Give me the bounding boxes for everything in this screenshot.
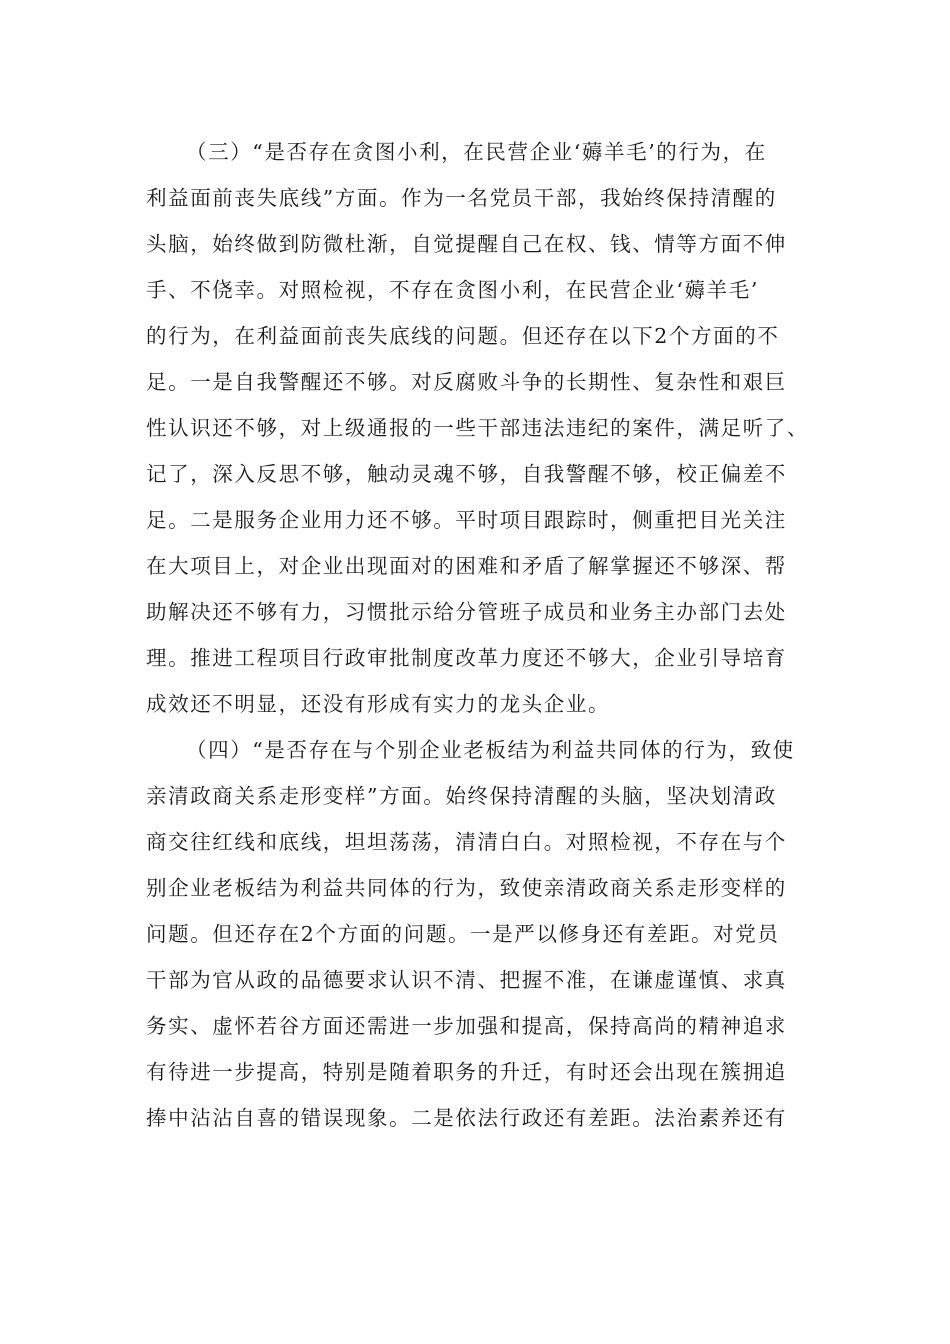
paragraph-4-line-5: 问题。但还存在2个方面的问题。一是严以修身还有差距。对党员 xyxy=(146,922,780,946)
paragraph-3-line-13: 成效还不明显，还没有形成有实力的龙头企业。 xyxy=(146,692,611,716)
paragraph-4-line-7: 务实、虚怀若谷方面还需进一步加强和提高，保持高尚的精神追求 xyxy=(146,1014,787,1038)
paragraph-3-line-9: 足。二是服务企业用力还不够。平时项目跟踪时，侧重把目光关注 xyxy=(146,508,787,532)
paragraph-3-line-8: 记了，深入反思不够，触动灵魂不够，自我警醒不够，校正偏差不 xyxy=(146,462,787,486)
paragraph-3-line-3: 头脑，始终做到防微杜渐，自觉提醒自己在权、钱、情等方面不伸 xyxy=(146,232,787,256)
paragraph-4-line-4: 别企业老板结为利益共同体的行为，致使亲清政商关系走形变样的 xyxy=(146,876,787,900)
paragraph-4-line-6: 干部为官从政的品德要求认识不清、把握不准，在谦虚谨慎、求真 xyxy=(146,968,787,992)
paragraph-4-line-3: 商交往红线和底线，坦坦荡荡，清清白白。对照检视，不存在与个 xyxy=(146,830,787,854)
paragraph-4-line-8: 有待进一步提高，特别是随着职务的升迁，有时还会出现在簇拥追 xyxy=(146,1060,787,1084)
paragraph-4-line-9: 捧中沾沾自喜的错误现象。二是依法行政还有差距。法治素养还有 xyxy=(146,1106,787,1130)
paragraph-3-line-6: 足。一是自我警醒还不够。对反腐败斗争的长期性、复杂性和艰巨 xyxy=(146,370,787,394)
paragraph-3-line-2: 利益面前丧失底线”方面。作为一名党员干部，我始终保持清醒的 xyxy=(146,186,777,210)
paragraph-4-line-1: （四）“是否存在与个别企业老板结为利益共同体的行为，致使 xyxy=(186,738,795,762)
paragraph-3-line-7: 性认识还不够，对上级通报的一些干部违法违纪的案件，满足听了、 xyxy=(146,416,809,440)
paragraph-3-line-10: 在大项目上，对企业出现面对的困难和矛盾了解掌握还不够深、帮 xyxy=(146,554,787,578)
paragraph-3-line-1: （三）“是否存在贪图小利，在民营企业‘薅羊毛’的行为，在 xyxy=(186,140,767,164)
paragraph-3-line-12: 理。推进工程项目行政审批制度改革力度还不够大，企业引导培育 xyxy=(146,646,787,670)
paragraph-3-line-4: 手、不侥幸。对照检视，不存在贪图小利，在民营企业‘薅羊毛’ xyxy=(146,278,759,302)
paragraph-3-line-11: 助解决还不够有力，习惯批示给分管班子成员和业务主办部门去处 xyxy=(146,600,787,624)
paragraph-4-line-2: 亲清政商关系走形变样”方面。始终保持清醒的头脑，坚决划清政 xyxy=(146,784,777,808)
paragraph-3-line-5: 的行为，在利益面前丧失底线的问题。但还存在以下2个方面的不 xyxy=(146,324,780,348)
